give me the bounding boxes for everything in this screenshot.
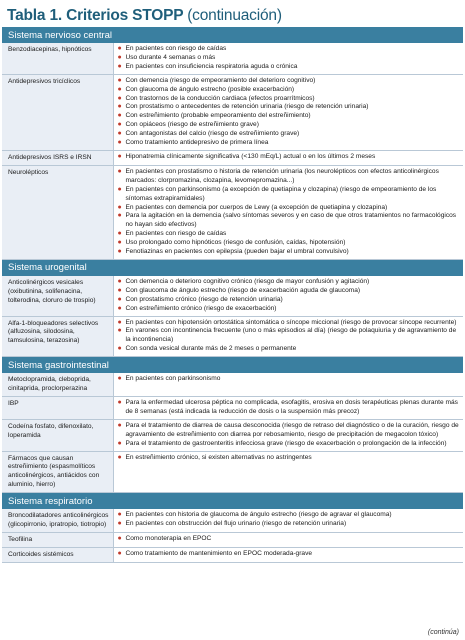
stopp-criteria-table	[2, 26, 463, 563]
table-row	[2, 509, 463, 532]
criterion-text: En pacientes con hipotensión ortostática sintomática o síncope miccional (riesgo de provocar síncope recurrente)	[125, 318, 457, 326]
bullet-icon: ●	[117, 112, 122, 120]
criterion-text: Uso durante 4 semanas o más	[125, 53, 216, 61]
list-item	[118, 45, 460, 54]
criteria-cell	[113, 451, 463, 493]
section-title: Sistema gastrointestinal	[2, 357, 463, 374]
bullet-icon: ●	[117, 345, 122, 353]
list-item	[118, 103, 460, 112]
drug-name: Alfa-1-bloqueadores selectivos (alfuzosina, silodosina, tamsulosina, terazosina)	[2, 316, 113, 357]
criteria-list	[118, 77, 460, 148]
list-item	[118, 112, 460, 121]
drug-name: Broncodilatadores anticolinérgicos (glicopirronio, ipratropio, tiotropio)	[2, 509, 113, 532]
bullet-icon: ●	[117, 239, 122, 247]
list-item	[118, 130, 460, 139]
table-row	[2, 451, 463, 493]
bullet-icon: ●	[117, 318, 122, 326]
bullet-icon: ●	[117, 130, 122, 138]
criteria-list	[118, 375, 460, 384]
bullet-icon: ●	[117, 94, 122, 102]
list-item	[118, 550, 460, 559]
criterion-text: En pacientes con demencia por cuerpos de Lewy (a excepción de quetiapina y clozapina)	[125, 203, 388, 211]
criterion-text: Con estreñimiento crónico (riesgo de exacerbación)	[125, 304, 277, 312]
criteria-list	[118, 399, 460, 417]
bullet-icon: ●	[117, 85, 122, 93]
bullet-icon: ●	[117, 439, 122, 447]
criterion-text: En varones con incontinencia frecuente (uno o más episodios al día) (riesgo de polaquiuria y de agravamiento de la incontinencia)	[125, 327, 457, 344]
criterion-text: Con demencia (riesgo de empeoramiento del deterioro cognitivo)	[125, 76, 316, 84]
criteria-cell	[113, 74, 463, 150]
table-row	[2, 373, 463, 396]
criteria-list	[118, 550, 460, 559]
criteria-cell	[113, 150, 463, 165]
list-item	[118, 305, 460, 314]
table-title	[2, 0, 463, 26]
criterion-text: Para la enfermedad ulcerosa péptica no complicada, esofagitis, erosiva en dosis terapéuticas plenas durante más de 8 semanas (está indicada la reducción de dosis o la suspensión más precoz)	[125, 399, 458, 415]
list-item	[118, 54, 460, 63]
criteria-list	[118, 45, 460, 72]
bullet-icon: ●	[117, 375, 122, 383]
criteria-list	[118, 153, 460, 162]
list-item	[118, 440, 460, 449]
bullet-icon: ●	[117, 139, 122, 147]
list-item	[118, 168, 460, 186]
criterion-text: Hiponatremia clínicamente significativa (<130 mEq/L) actual o en los últimos 2 meses	[125, 152, 376, 160]
table-row	[2, 74, 463, 150]
list-item	[118, 422, 460, 440]
criterion-text: Fenotiazinas en pacientes con epilepsia (pueden bajar el umbral convulsivo)	[125, 248, 349, 256]
criteria-list	[118, 278, 460, 314]
drug-name: Codeína fosfato, difenoxilato, loperamida	[2, 419, 113, 451]
table-row	[2, 419, 463, 451]
list-item	[118, 327, 460, 345]
bullet-icon: ●	[117, 295, 122, 303]
bullet-icon: ●	[117, 520, 122, 528]
drug-name: Benzodiacepinas, hipnóticos	[2, 43, 113, 74]
list-item	[118, 520, 460, 529]
criteria-cell	[113, 532, 463, 547]
list-item	[118, 287, 460, 296]
bullet-icon: ●	[117, 511, 122, 519]
criteria-list	[118, 454, 460, 463]
list-item	[118, 278, 460, 287]
criteria-list	[118, 168, 460, 257]
list-item	[118, 212, 460, 230]
bullet-icon: ●	[117, 453, 122, 461]
list-item	[118, 230, 460, 239]
section-title: Sistema nervioso central	[2, 27, 463, 44]
table-row	[2, 532, 463, 547]
criteria-cell	[113, 165, 463, 259]
drug-name: Fármacos que causan estreñimiento (espasmolíticos anticolinérgicos, antiácidos con aluminio, hierro)	[2, 451, 113, 493]
table-row	[2, 316, 463, 357]
criterion-text: Como tratamiento antidepresivo de primera línea	[125, 139, 269, 147]
bullet-icon: ●	[117, 549, 122, 557]
bullet-icon: ●	[117, 286, 122, 294]
bullet-icon: ●	[117, 76, 122, 84]
list-item	[118, 186, 460, 204]
criterion-text: Para el tratamiento de gastroenteritis infecciosa grave (riesgo de exacerbación o prolongación de la infección)	[125, 439, 447, 447]
bullet-icon: ●	[117, 62, 122, 70]
bullet-icon: ●	[117, 103, 122, 111]
list-item	[118, 77, 460, 86]
list-item	[118, 511, 460, 520]
table-row	[2, 397, 463, 420]
bullet-icon: ●	[117, 45, 122, 52]
criteria-list	[118, 422, 460, 449]
criterion-text: Como monoterapia en EPOC	[125, 534, 212, 542]
criteria-list	[118, 535, 460, 544]
bullet-icon: ●	[117, 248, 122, 256]
bullet-icon: ●	[117, 534, 122, 542]
drug-name: Antidepresivos tricíclicos	[2, 74, 113, 150]
bullet-icon: ●	[117, 121, 122, 129]
criterion-text: Con antagonistas del calcio (riesgo de estreñimiento grave)	[125, 130, 300, 138]
criteria-cell	[113, 397, 463, 420]
continues-note: (continúa)	[427, 629, 459, 636]
list-item	[118, 375, 460, 384]
criterion-text: Con trastornos de la conducción cardiaca (efectos proarrítmicos)	[125, 94, 315, 102]
criteria-cell	[113, 276, 463, 316]
criterion-text: En pacientes con parkinsonismo	[125, 375, 221, 383]
criterion-text: Uso prolongado como hipnóticos (riesgo de confusión, caídas, hipotensión)	[125, 239, 346, 247]
title-continuation: (continuación)	[187, 7, 282, 24]
list-item	[118, 319, 460, 328]
bullet-icon: ●	[117, 152, 122, 160]
list-item	[118, 86, 460, 95]
criterion-text: Con sonda vesical durante más de 2 meses o permanente	[125, 345, 297, 353]
list-item	[118, 296, 460, 305]
list-item	[118, 399, 460, 417]
criterion-text: Para la agitación en la demencia (salvo síntomas severos y en caso de que otros tratamientos no farmacológicos no hayan sido efectivos)	[125, 212, 457, 229]
drug-name: Antidepresivos ISRS e IRSN	[2, 150, 113, 165]
bullet-icon: ●	[117, 185, 122, 193]
bullet-icon: ●	[117, 277, 122, 285]
criterion-text: Como tratamiento de mantenimiento en EPOC moderada-grave	[125, 549, 313, 557]
criterion-text: Con prostatismo crónico (riesgo de retención urinaria)	[125, 295, 283, 303]
criterion-text: Con prostatismo o antecedentes de retención urinaria (riesgo de retención urinaria)	[125, 103, 369, 111]
table-row	[2, 150, 463, 165]
criterion-text: En pacientes con riesgo de caídas	[125, 230, 227, 238]
table-row	[2, 547, 463, 562]
bullet-icon: ●	[117, 203, 122, 211]
criterion-text: En pacientes con historia de glaucoma de ángulo estrecho (riesgo de agravar el glaucoma)	[125, 511, 392, 519]
bullet-icon: ●	[117, 230, 122, 238]
criteria-list	[118, 319, 460, 355]
list-item	[118, 95, 460, 104]
list-item	[118, 204, 460, 213]
section-title: Sistema respiratorio	[2, 493, 463, 510]
bullet-icon: ●	[117, 399, 122, 406]
drug-name: Neurolépticos	[2, 165, 113, 259]
criteria-cell	[113, 419, 463, 451]
drug-name: Teofilina	[2, 532, 113, 547]
drug-name: IBP	[2, 397, 113, 420]
section-header	[2, 357, 463, 374]
criteria-cell	[113, 373, 463, 396]
list-item	[118, 239, 460, 248]
criterion-text: En pacientes con prostatismo o historia de retención urinaria (los neurolépticos con efectos anticolinérgicos marcados: clorpromazina, clozapina, levomepromazina...)	[125, 167, 439, 184]
criterion-text: Con demencia o deterioro cognitivo crónico (riesgo de mayor confusión y agitación)	[125, 277, 370, 285]
list-item	[118, 153, 460, 162]
bullet-icon: ●	[117, 212, 122, 220]
list-item	[118, 345, 460, 354]
criterion-text: Con estreñimiento (probable empeoramiento del estreñimiento)	[125, 112, 311, 120]
criteria-cell	[113, 316, 463, 357]
criterion-text: En pacientes con obstrucción del flujo urinario (riesgo de retención urinaria)	[125, 520, 347, 528]
criteria-list	[118, 511, 460, 529]
bullet-icon: ●	[117, 327, 122, 335]
bullet-icon: ●	[117, 167, 122, 175]
title-text: Tabla 1. Criterios STOPP	[7, 7, 184, 24]
criterion-text: Con opiáceos (riesgo de estreñimiento grave)	[125, 121, 259, 129]
criterion-text: En pacientes con parkinsonismo (a excepción de quetiapina y clozapina) (riesgo de empeoramiento de los síntomas extrapiramidales)	[125, 185, 437, 202]
list-item	[118, 454, 460, 463]
table-row	[2, 165, 463, 259]
table-row	[2, 43, 463, 74]
list-item	[118, 248, 460, 257]
drug-name: Corticoides sistémicos	[2, 547, 113, 562]
criterion-text: En estreñimiento crónico, si existen alternativas no astringentes	[125, 453, 312, 461]
list-item	[118, 139, 460, 148]
list-item	[118, 63, 460, 72]
table-row	[2, 276, 463, 316]
bullet-icon: ●	[117, 53, 122, 61]
criterion-text: En pacientes con riesgo de caídas	[125, 45, 227, 52]
criteria-cell	[113, 509, 463, 532]
criterion-text: Para el tratamiento de diarrea de causa desconocida (riesgo de retraso del diagnóstico o de la curación, riesgo de agravamiento de estreñimiento con diarrea por rebosamiento, riesgo de precipitación de megacolon tóxico)	[125, 421, 459, 438]
bullet-icon: ●	[117, 421, 122, 429]
section-header	[2, 27, 463, 44]
bullet-icon: ●	[117, 304, 122, 312]
list-item	[118, 121, 460, 130]
criterion-text: En pacientes con insuficiencia respiratoria aguda o crónica	[125, 62, 298, 70]
section-header	[2, 259, 463, 276]
section-title: Sistema urogenital	[2, 259, 463, 276]
drug-name: Anticolinérgicos vesicales (oxibutinina, solifenacina, tolterodina, cloruro de trospio)	[2, 276, 113, 316]
criteria-cell	[113, 547, 463, 562]
list-item	[118, 535, 460, 544]
section-header	[2, 493, 463, 510]
criteria-cell	[113, 43, 463, 74]
criterion-text: Con glaucoma de ángulo estrecho (posible exacerbación)	[125, 85, 295, 93]
criterion-text: Con glaucoma de ángulo estrecho (riesgo de exacerbación aguda de glaucoma)	[125, 286, 361, 294]
drug-name: Metoclopramida, cleboprida, cinitaprida, proclorperazina	[2, 373, 113, 396]
